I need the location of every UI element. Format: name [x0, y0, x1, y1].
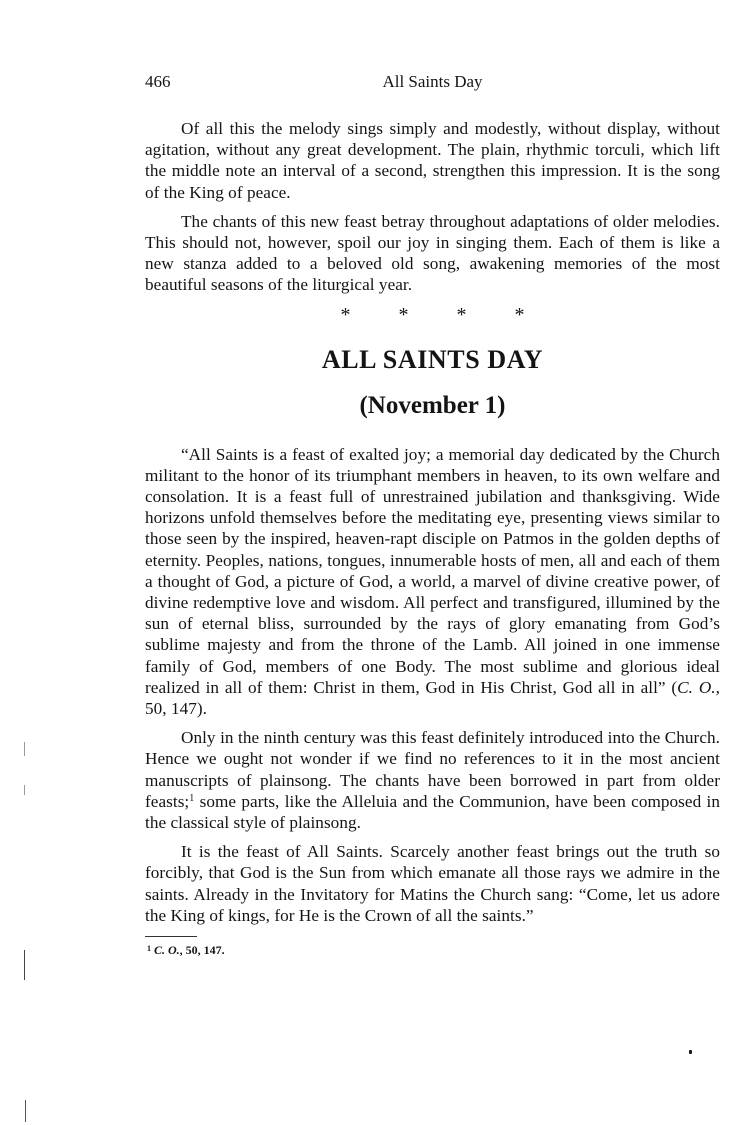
scan-artifact [689, 1050, 692, 1054]
book-page [145, 68, 720, 958]
section-body [145, 444, 720, 926]
paragraph-text: Only in the ninth century was this feast definitely introduced into the Church. Hence we ought not wonder if we find no references to it in the most ancient manuscripts of plainsong. The chants have been borrowed in part from older feasts; [145, 728, 720, 811]
intro-text [145, 118, 720, 296]
running-head [145, 68, 720, 96]
scan-artifact [24, 950, 25, 980]
section-title: ALL SAINTS DAY [321, 344, 544, 374]
paragraph [145, 444, 720, 720]
asterisk: * [340, 303, 351, 326]
paragraph [145, 727, 720, 833]
footnote-reference: 1 [189, 792, 195, 804]
paragraph-text: some parts, like the Alleluia and the Communion, have been composed in the classical style of plainsong. [145, 791, 720, 833]
footnote-divider [145, 936, 197, 937]
citation-reference: , 50, 147). [145, 677, 720, 719]
running-title: All Saints Day [382, 72, 483, 91]
paragraph-text: “All Saints is a feast of exalted joy; a memorial day dedicated by the Church militant to the honor of its triumphant members in heaven, to its own welfare and consolation. It is a feast full of unrestrained jubilation and thanksgiving. Wide horizons unfold themselves before the meditating eye, presenting views similar to those seen by the inspired, heaven-rapt disciple on Patmos in the golden depths of eternity. Peoples, nations, tongues, innumerable hosts of men, all and each of them a thought of God, a picture of God, a world, a marvel of divine creative power, of divine redemptive love and wisdom. All perfect and transfigured, illumined by the sun of eternal bliss, surrounded by the rays of glory emanating from God’s sublime majesty and from the throne of the Lamb. All joined in one immense family of God, members of one Body. The most sublime and glorious ideal realized in all of them: Christ in them, God in His Christ, God all in all” ( [145, 444, 720, 697]
scan-artifact [24, 742, 25, 756]
scan-artifact [24, 785, 25, 795]
paragraph: Of all this the melody sings simply and modestly, without display, without agitation, without any great development. The plain, rhythmic torculi, which lift the middle note an interval of a second, strengthen this impression. It is the song of the King of peace. [145, 119, 720, 202]
asterisk: * [398, 303, 409, 326]
page-number: 466 [145, 72, 171, 91]
footnote-marker: 1 [147, 944, 151, 954]
footnote-reference-text: , 50, 147. [179, 943, 225, 958]
citation-source: C. O. [677, 677, 716, 697]
asterisk: * [456, 303, 467, 326]
section-separator [145, 304, 720, 332]
footnote [147, 943, 720, 958]
paragraph: The chants of this new feast betray throughout adaptations of older melodies. This should not, however, spoil our joy in singing them. Each of them is like a new stanza added to a beloved old song, awakening memories of the most beautiful seasons of the liturgical year. [145, 211, 720, 295]
section-date: (November 1) [359, 391, 506, 419]
footnote-source: C. O. [154, 943, 180, 958]
asterisk: * [514, 303, 525, 326]
paragraph: It is the feast of All Saints. Scarcely another feast brings out the truth so forcibly, that God is the Sun from which emanate all those rays we admire in the saints. Already in the Invitatory for Matins the Church sang: “Come, let us adore the King of kings, for He is the Crown of all the saints.” [145, 842, 720, 925]
scan-artifact [25, 1100, 26, 1122]
